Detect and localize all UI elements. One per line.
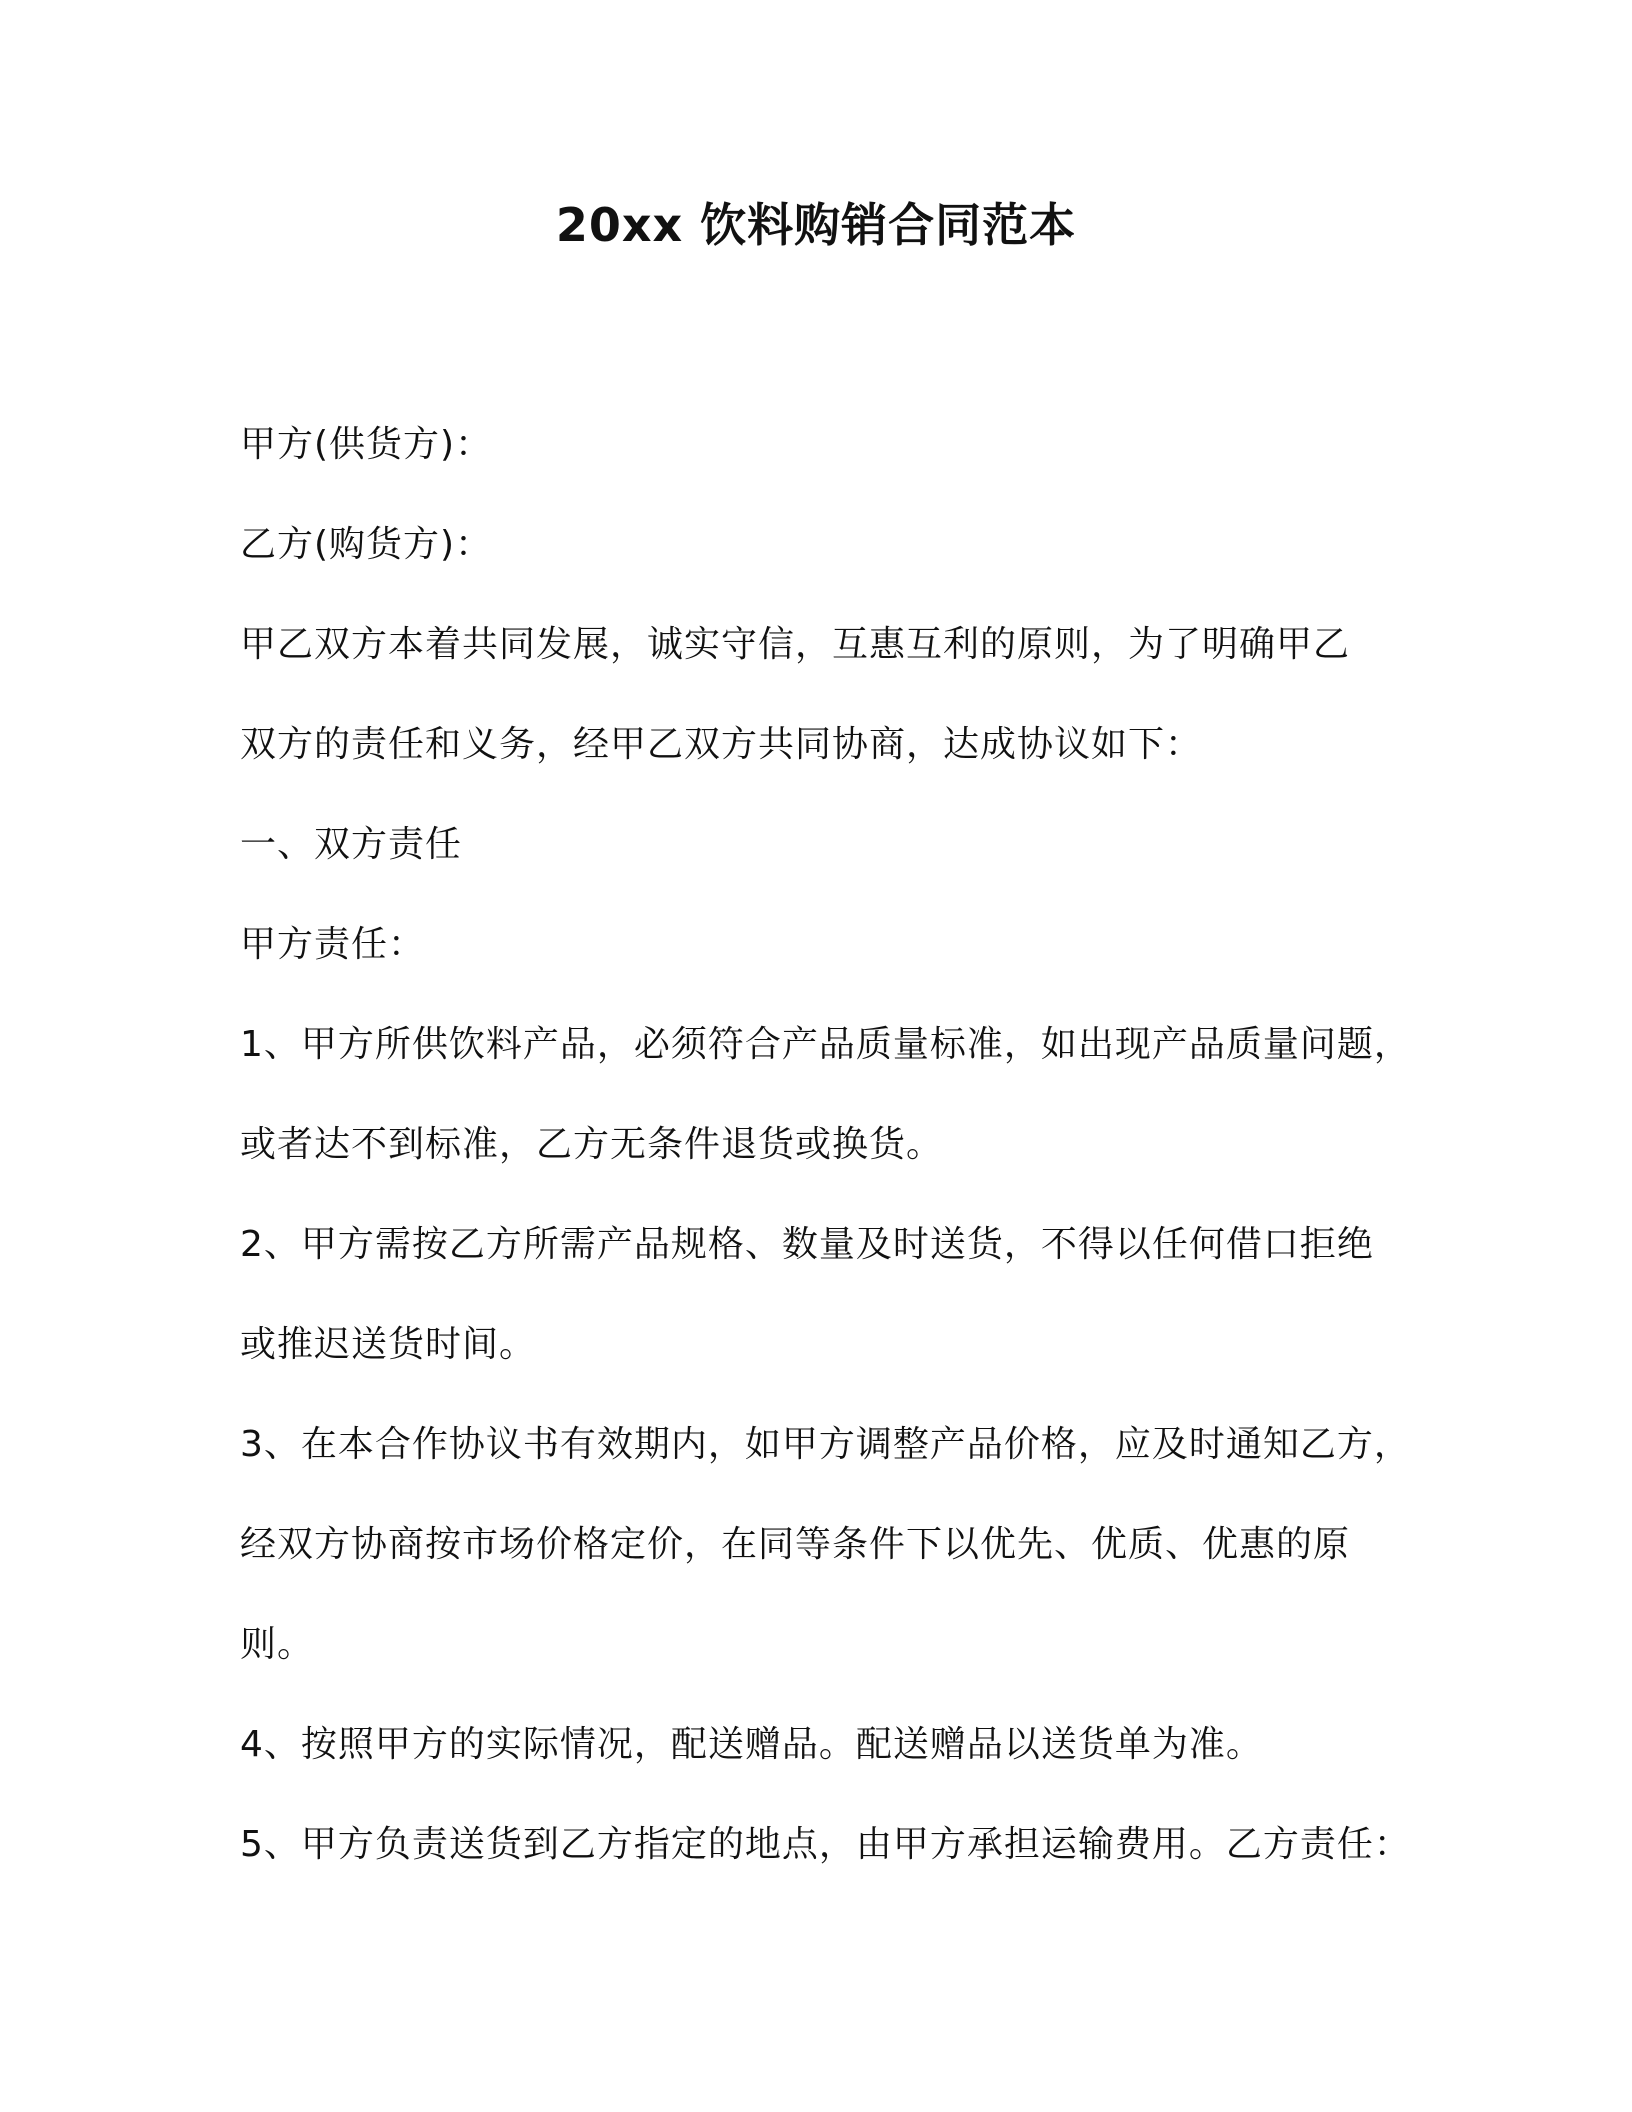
clause-3-line-1: 3、在本合作协议书有效期内，如甲方调整产品价格，应及时通知乙方， xyxy=(240,1424,1411,1465)
party-b-line: 乙方(购货方)： xyxy=(240,524,493,565)
section-heading: 一、双方责任 xyxy=(240,824,463,865)
clause-2-line-1: 2、甲方需按乙方所需产品规格、数量及时送货，不得以任何借口拒绝 xyxy=(240,1224,1374,1265)
clause-3-line-3: 则。 xyxy=(240,1624,315,1665)
clause-5-line: 5、甲方负责送货到乙方指定的地点，由甲方承担运输费用。乙方责任： xyxy=(240,1824,1411,1865)
party-a-line: 甲方(供货方)： xyxy=(240,424,493,465)
party-a-duties-heading: 甲方责任： xyxy=(240,924,426,965)
preamble-line-1: 甲乙双方本着共同发展，诚实守信，互惠互利的原则，为了明确甲乙 xyxy=(240,624,1351,665)
clause-4-line: 4、按照甲方的实际情况，配送赠品。配送赠品以送货单为准。 xyxy=(240,1724,1263,1765)
preamble-line-2: 双方的责任和义务，经甲乙双方共同协商，达成协议如下： xyxy=(240,724,1203,765)
clause-1-line-2: 或者达不到标准，乙方无条件退货或换货。 xyxy=(240,1124,944,1165)
clause-1-line-1: 1、甲方所供饮料产品，必须符合产品质量标准，如出现产品质量问题， xyxy=(240,1024,1411,1065)
clause-2-line-2: 或推迟送货时间。 xyxy=(240,1324,537,1365)
document-title: 20xx 饮料购销合同范本 xyxy=(555,198,1077,252)
clause-3-line-2: 经双方协商按市场价格定价，在同等条件下以优先、优质、优惠的原 xyxy=(240,1524,1351,1565)
